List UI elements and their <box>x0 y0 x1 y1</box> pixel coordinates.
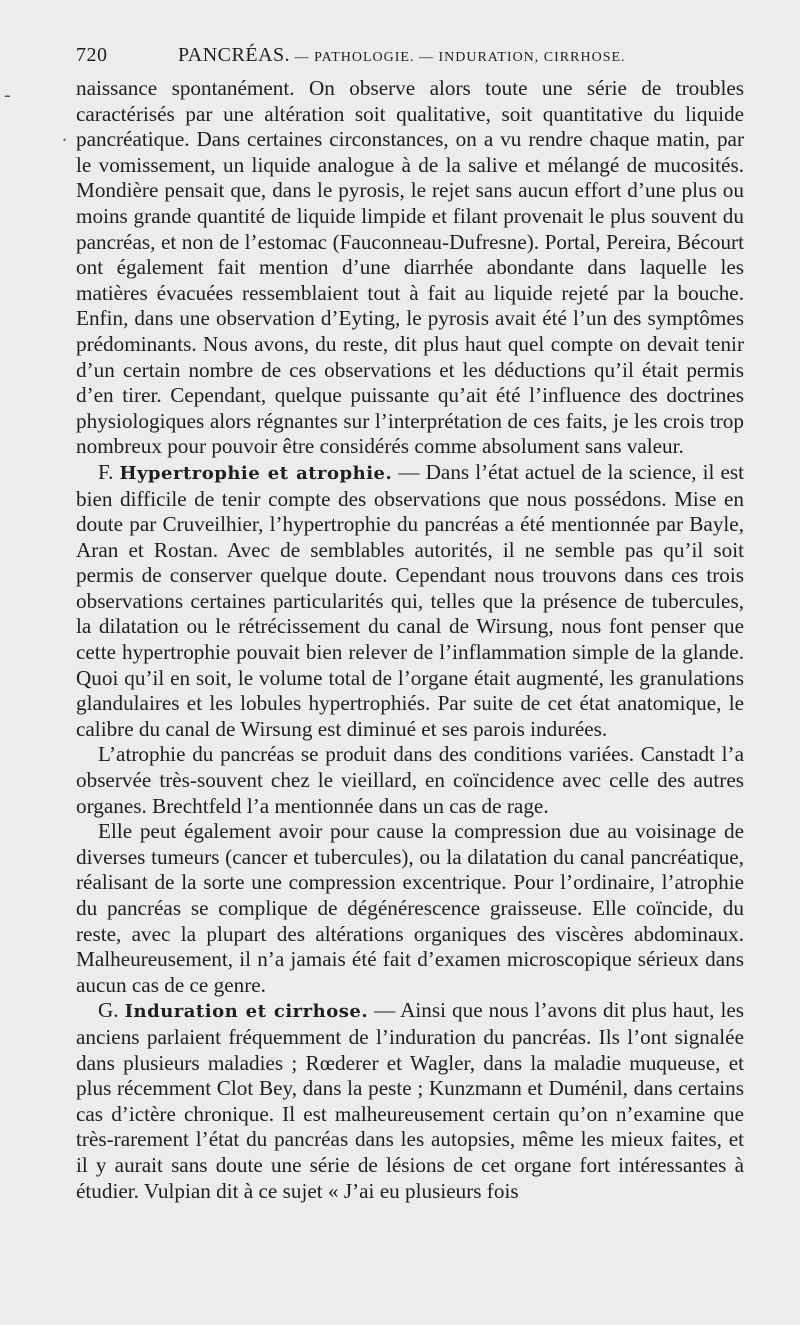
section-title-hypertrophy: Hypertrophie et atrophie. <box>119 462 393 484</box>
paragraph-text: — Dans l’état actuel de la science, il est bien difficile de tenir compte des observations que nous possédons. Mise en doute par Cruveilhier, l’hypertrophie du pancréas a été mentionnée par Bayle, Aran et Rostan. Avec de semblables autorités, il ne semble pas qu’il soit permis de conserver quelque doute. Cependant nous trouvons dans ces trois observations certaines particularités qui, telles que la présence de tubercules, la dilatation ou le rétrécissement du canal de Wirsung, nous font penser que cette hypertrophie pouvait bien relever de l’inflammation simple de la glande. Quoi qu’il en soit, le volume total de l’organe était augmenté, les granulations glandulaires et les lobules hypertrophiés. Par suite de cet état anatomique, le calibre du canal de Wirsung est diminué et ses parois indurées. <box>76 459 745 741</box>
paragraph-induration <box>76 998 744 1204</box>
running-header <box>76 44 744 74</box>
header-separator: — <box>414 50 439 65</box>
header-separator: — <box>290 50 315 65</box>
header-topic: INDURATION, CIRRHOSE. <box>438 50 626 65</box>
body-text <box>76 76 744 1204</box>
paragraph-hypertrophy <box>76 460 744 743</box>
paragraph: L’atrophie du pancréas se produit dans des conditions variées. Canstadt l’a observée très-souvent chez le vieillard, en coïncidence avec celle des autres organes. Brechtfeld l’a mentionnée dans un cas de rage. <box>76 742 744 818</box>
header-title <box>178 44 626 67</box>
page-number: 720 <box>76 44 108 66</box>
section-letter: G. <box>98 998 125 1023</box>
margin-dot: . <box>62 124 67 146</box>
header-subsection: PATHOLOGIE. <box>314 50 415 65</box>
header-section: PANCRÉAS. <box>178 44 291 66</box>
paragraph: naissance spontanément. On observe alors toute une série de troubles caractérisés par une altération soit qualitative, soit quantitative du liquide pancréatique. Dans certaines circonstances, on a vu rendre chaque matin, par le vomissement, un liquide analogue à de la salive et mélangé de mucosités. Mondière pensait que, dans le pyrosis, le rejet sans aucun effort d’une plus ou moins grande quantité de liquide limpide et filant provenait le plus souvent du pancréas, et non de l’estomac (Fauconneau-Dufresne). Portal, Pereira, Bécourt ont également fait mention d’une diarrhée abondante dans laquelle les matières évacuées ressemblaient tout à fait au liquide rejeté par la bouche. Enfin, dans une observation d’Eyting, le pyrosis avait été l’un des symptômes prédominants. Nous avons, du reste, dit plus haut quel compte on devait tenir d’un certain nombre de ces observations et les déductions qu’il était permis d’en tirer. Cependant, quelque puissante qu’ait été l’influence des doctrines physiologiques alors régnantes sur l’interprétation de ces faits, je les crois trop nombreux pour pouvoir être considérés comme absolument sans valeur. <box>76 76 744 459</box>
section-letter: F. <box>98 459 120 484</box>
section-title-induration: Induration et cirrhose. <box>124 1001 369 1023</box>
paragraph: Elle peut également avoir pour cause la compression due au voisinage de diverses tumeurs (cancer et tubercules), ou la dilatation du canal pancréatique, réalisant de la sorte une compression excentrique. Pour l’ordinaire, l’atrophie du pancréas se complique de dégénérescence graisseuse. Elle coïncide, du reste, avec la plupart des altérations organiques des viscères abdominaux. Malheureusement, il n’a jamais été fait d’examen microscopique sérieux dans aucun cas de ce genre. <box>76 819 744 997</box>
paragraph-text: — Ainsi que nous l’avons dit plus haut, les anciens parlaient fréquemment de l’induration du pancréas. Ils l’ont signalée dans plusieurs maladies ; Rœderer et Wagler, dans la maladie muqueuse, et plus récemment Clot Bey, dans la peste ; Kunzmann et Duménil, dans certains cas d’ictère chronique. Il est malheureusement certain qu’on n’examine que très-rarement l’état du pancréas dans les autopsies, même les mieux faites, et il y aurait sans doute une série de lésions de cet organe fort intéressantes à étudier. Vulpian dit à ce sujet « J’ai eu plusieurs fois <box>76 998 744 1203</box>
margin-dash: - <box>4 84 11 106</box>
